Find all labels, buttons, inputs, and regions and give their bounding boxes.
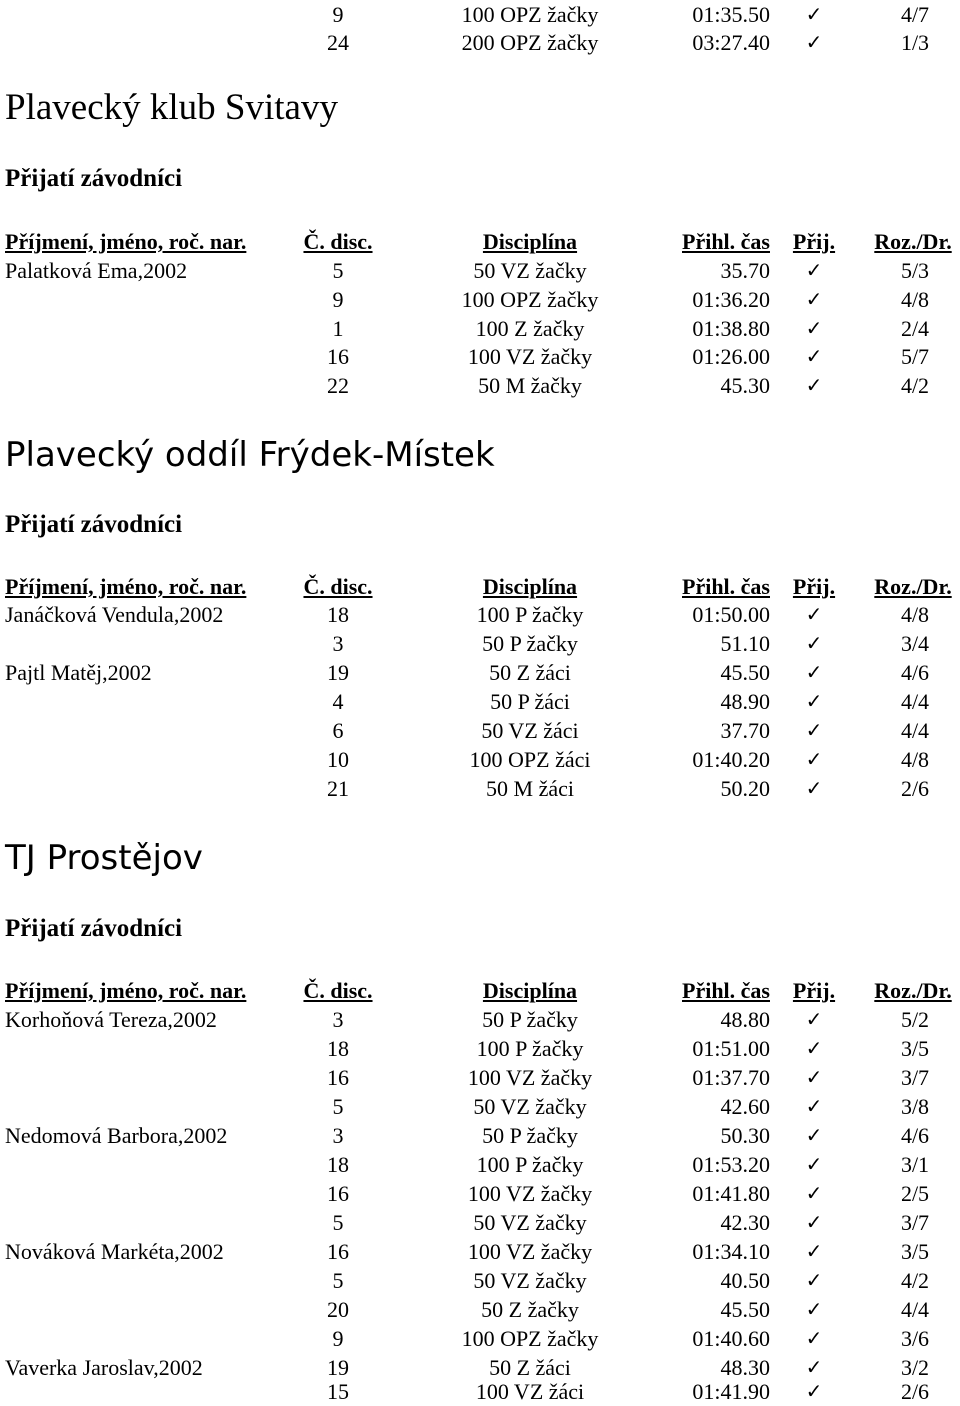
swimmer-name: Korhoňová Tereza,2002 [5, 1007, 217, 1032]
check-icon: ✓ [805, 1152, 823, 1176]
discipline: 50 P žačky [482, 1123, 578, 1148]
check-icon: ✓ [805, 1297, 823, 1321]
disc-number: 18 [327, 1036, 349, 1061]
header-accepted: Přij. [792, 978, 836, 1003]
heat-lane: 3/6 [900, 1326, 930, 1351]
discipline: 200 OPZ žačky [461, 30, 599, 55]
heat-lane: 5/3 [900, 258, 930, 283]
entry-time: 01:41.80 [692, 1181, 770, 1206]
check-icon: ✓ [805, 1036, 823, 1060]
disc-number: 9 [332, 2, 344, 27]
club-title: TJ Prostějov [5, 838, 203, 878]
heat-lane: 2/5 [900, 1181, 930, 1206]
disc-number: 5 [332, 1268, 344, 1293]
header-name: Příjmení, jméno, roč. nar. [5, 229, 247, 254]
heat-lane: 3/4 [900, 631, 930, 656]
entry-time: 01:53.20 [692, 1152, 770, 1177]
check-icon: ✓ [805, 1379, 823, 1403]
heat-lane: 2/4 [900, 316, 930, 341]
entry-time: 45.30 [720, 373, 770, 398]
discipline: 100 OPZ žáci [469, 747, 591, 772]
heat-lane: 3/5 [900, 1036, 930, 1061]
entry-time: 35.70 [720, 258, 770, 283]
check-icon: ✓ [805, 30, 823, 54]
discipline: 100 VZ žačky [467, 1065, 593, 1090]
discipline: 100 VZ žačky [467, 344, 593, 369]
heat-lane: 4/6 [900, 1123, 930, 1148]
entry-time: 48.90 [720, 689, 770, 714]
discipline: 100 P žačky [476, 1152, 584, 1177]
disc-number: 19 [327, 660, 349, 685]
check-icon: ✓ [805, 1007, 823, 1031]
header-accepted: Přij. [792, 229, 836, 254]
heat-lane: 3/7 [900, 1210, 930, 1235]
entry-time: 37.70 [720, 718, 770, 743]
discipline: 50 M žáci [486, 776, 574, 801]
header-accepted: Přij. [792, 574, 836, 599]
table-row [0, 1034, 960, 1063]
header-discipline: Disciplína [482, 978, 578, 1003]
disc-number: 4 [332, 689, 344, 714]
entry-time: 01:34.10 [692, 1239, 770, 1264]
table-header [0, 572, 960, 601]
entry-time: 01:50.00 [692, 602, 770, 627]
check-icon: ✓ [805, 373, 823, 397]
table-row [0, 1005, 960, 1034]
entry-time: 01:40.60 [692, 1326, 770, 1351]
entry-time: 01:26.00 [692, 344, 770, 369]
discipline: 50 Z žáci [489, 1355, 571, 1380]
discipline: 50 VZ žačky [473, 1094, 587, 1119]
check-icon: ✓ [805, 747, 823, 771]
heat-lane: 4/8 [900, 747, 930, 772]
swimmer-name: Janáčková Vendula,2002 [5, 602, 224, 627]
header-heat-lane: Roz./Dr. [874, 978, 952, 1003]
discipline: 100 VZ žačky [467, 1239, 593, 1264]
disc-number: 24 [327, 30, 349, 55]
heat-lane: 4/2 [900, 1268, 930, 1293]
header-entry-time: Přihl. čas [682, 229, 770, 254]
check-icon: ✓ [805, 660, 823, 684]
disc-number: 3 [332, 1007, 344, 1032]
heat-lane: 4/6 [900, 660, 930, 685]
discipline: 50 Z žačky [481, 1297, 579, 1322]
table-row [0, 600, 960, 629]
header-entry-time: Přihl. čas [682, 574, 770, 599]
heat-lane: 4/8 [900, 287, 930, 312]
disc-number: 22 [327, 373, 349, 398]
disc-number: 16 [327, 1239, 349, 1264]
disc-number: 16 [327, 1065, 349, 1090]
table-row [0, 774, 960, 803]
disc-number: 9 [332, 287, 344, 312]
table-row [0, 1324, 960, 1353]
check-icon: ✓ [805, 287, 823, 311]
check-icon: ✓ [805, 1239, 823, 1263]
swimmer-name: Pajtl Matěj,2002 [5, 660, 152, 685]
table-row [0, 629, 960, 658]
entry-time: 03:27.40 [692, 30, 770, 55]
table-row [0, 0, 960, 29]
table-row [0, 342, 960, 371]
heat-lane: 3/7 [900, 1065, 930, 1090]
disc-number: 18 [327, 1152, 349, 1177]
discipline: 100 P žačky [476, 1036, 584, 1061]
header-discipline: Disciplína [482, 574, 578, 599]
table-row [0, 28, 960, 57]
heat-lane: 4/2 [900, 373, 930, 398]
table-row [0, 1179, 960, 1208]
table-row [0, 1208, 960, 1237]
header-disc-number: Č. disc. [303, 574, 373, 599]
header-discipline: Disciplína [482, 229, 578, 254]
entry-time: 45.50 [720, 660, 770, 685]
check-icon: ✓ [805, 1268, 823, 1292]
disc-number: 6 [332, 718, 344, 743]
discipline: 50 P žáci [490, 689, 570, 714]
swimmer-name: Palatková Ema,2002 [5, 258, 188, 283]
entry-time: 01:51.00 [692, 1036, 770, 1061]
entry-time: 51.10 [720, 631, 770, 656]
table-row [0, 371, 960, 400]
header-name: Příjmení, jméno, roč. nar. [5, 574, 247, 599]
check-icon: ✓ [805, 1326, 823, 1350]
swimmer-name: Nováková Markéta,2002 [5, 1239, 224, 1264]
check-icon: ✓ [805, 1355, 823, 1379]
table-row [0, 745, 960, 774]
entry-time: 01:41.90 [692, 1379, 770, 1404]
swimmer-name: Nedomová Barbora,2002 [5, 1123, 228, 1148]
entry-time: 48.80 [720, 1007, 770, 1032]
check-icon: ✓ [805, 689, 823, 713]
table-row [0, 1295, 960, 1324]
disc-number: 21 [327, 776, 349, 801]
disc-number: 5 [332, 1094, 344, 1119]
entry-time: 48.30 [720, 1355, 770, 1380]
table-row [0, 716, 960, 745]
check-icon: ✓ [805, 2, 823, 26]
table-row [0, 658, 960, 687]
discipline: 50 P žačky [482, 1007, 578, 1032]
heat-lane: 4/8 [900, 602, 930, 627]
discipline: 50 VZ žačky [473, 1210, 587, 1235]
club-title: Plavecký oddíl Frýdek-Místek [5, 435, 495, 475]
table-row [0, 285, 960, 314]
check-icon: ✓ [805, 1065, 823, 1089]
disc-number: 3 [332, 1123, 344, 1148]
disc-number: 9 [332, 1326, 344, 1351]
heat-lane: 5/2 [900, 1007, 930, 1032]
entry-time: 01:38.80 [692, 316, 770, 341]
check-icon: ✓ [805, 1094, 823, 1118]
check-icon: ✓ [805, 316, 823, 340]
discipline: 50 M žačky [478, 373, 582, 398]
swimmer-name: Vaverka Jaroslav,2002 [5, 1355, 203, 1380]
discipline: 100 VZ žáci [475, 1379, 585, 1404]
discipline: 100 VZ žačky [467, 1181, 593, 1206]
discipline: 100 OPZ žačky [461, 2, 599, 27]
header-name: Příjmení, jméno, roč. nar. [5, 978, 247, 1003]
disc-number: 3 [332, 631, 344, 656]
disc-number: 1 [332, 316, 344, 341]
entry-time: 01:35.50 [692, 2, 770, 27]
disc-number: 5 [332, 258, 344, 283]
check-icon: ✓ [805, 344, 823, 368]
table-row [0, 1237, 960, 1266]
table-row [0, 314, 960, 343]
entry-time: 01:37.70 [692, 1065, 770, 1090]
entry-time: 50.20 [720, 776, 770, 801]
disc-number: 18 [327, 602, 349, 627]
heat-lane: 3/8 [900, 1094, 930, 1119]
table-header [0, 976, 960, 1005]
table-row [0, 1063, 960, 1092]
discipline: 50 VZ žáci [481, 718, 579, 743]
header-entry-time: Přihl. čas [682, 978, 770, 1003]
header-heat-lane: Roz./Dr. [874, 574, 952, 599]
discipline: 100 OPZ žačky [461, 287, 599, 312]
header-disc-number: Č. disc. [303, 229, 373, 254]
accepted-heading: Přijatí závodníci [5, 915, 183, 942]
heat-lane: 3/2 [900, 1355, 930, 1380]
table-row [0, 1150, 960, 1179]
disc-number: 16 [327, 344, 349, 369]
heat-lane: 1/3 [900, 30, 930, 55]
disc-number: 5 [332, 1210, 344, 1235]
disc-number: 10 [327, 747, 349, 772]
check-icon: ✓ [805, 1181, 823, 1205]
table-header [0, 227, 960, 256]
entry-time: 01:36.20 [692, 287, 770, 312]
entry-time: 50.30 [720, 1123, 770, 1148]
disc-number: 16 [327, 1181, 349, 1206]
accepted-heading: Přijatí závodníci [5, 165, 183, 192]
entry-time: 42.30 [720, 1210, 770, 1235]
heat-lane: 3/1 [900, 1152, 930, 1177]
disc-number: 19 [327, 1355, 349, 1380]
check-icon: ✓ [805, 718, 823, 742]
check-icon: ✓ [805, 602, 823, 626]
discipline: 50 VZ žačky [473, 1268, 587, 1293]
discipline: 50 Z žáci [489, 660, 571, 685]
entry-time: 45.50 [720, 1297, 770, 1322]
heat-lane: 2/6 [900, 776, 930, 801]
discipline: 50 VZ žačky [473, 258, 587, 283]
heat-lane: 5/7 [900, 344, 930, 369]
heat-lane: 4/4 [900, 718, 930, 743]
header-disc-number: Č. disc. [303, 978, 373, 1003]
discipline: 100 Z žačky [475, 316, 585, 341]
check-icon: ✓ [805, 258, 823, 282]
check-icon: ✓ [805, 1123, 823, 1147]
header-heat-lane: Roz./Dr. [874, 229, 952, 254]
heat-lane: 4/4 [900, 1297, 930, 1322]
check-icon: ✓ [805, 776, 823, 800]
discipline: 100 P žačky [476, 602, 584, 627]
check-icon: ✓ [805, 1210, 823, 1234]
entry-time: 40.50 [720, 1268, 770, 1293]
club-title: Plavecký klub Svitavy [5, 87, 338, 128]
entry-time: 42.60 [720, 1094, 770, 1119]
disc-number: 15 [327, 1379, 349, 1404]
table-row [0, 1266, 960, 1295]
table-row [0, 687, 960, 716]
heat-lane: 3/5 [900, 1239, 930, 1264]
table-row [0, 256, 960, 285]
table-row [0, 1092, 960, 1121]
disc-number: 20 [327, 1297, 349, 1322]
heat-lane: 4/4 [900, 689, 930, 714]
check-icon: ✓ [805, 631, 823, 655]
discipline: 100 OPZ žačky [461, 1326, 599, 1351]
heat-lane: 2/6 [900, 1379, 930, 1404]
heat-lane: 4/7 [900, 2, 930, 27]
table-row [0, 1121, 960, 1150]
discipline: 50 P žačky [482, 631, 578, 656]
table-row [0, 1377, 960, 1406]
entry-time: 01:40.20 [692, 747, 770, 772]
accepted-heading: Přijatí závodníci [5, 511, 183, 538]
